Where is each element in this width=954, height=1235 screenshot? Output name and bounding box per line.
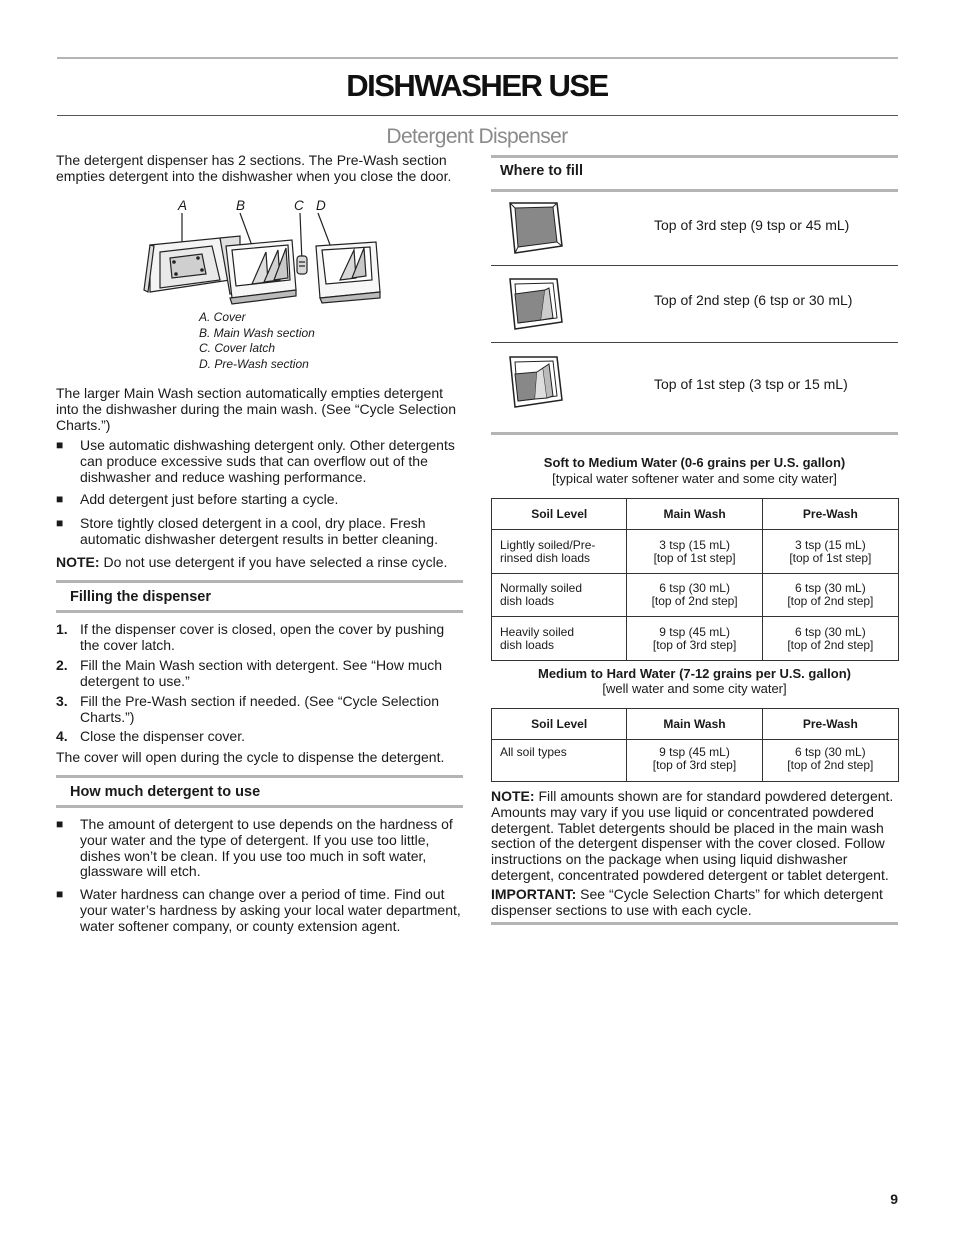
- right-note-paragraph: NOTE: Fill amounts shown are for standard powdered detergent. Amounts may vary if you use liquid or concentrated powdered detergent. Tablet detergents should be placed in the main wash section of the detergent dispenser with the cover closed. Follow instructions on the package when using liquid dishwasher detergent, concentrated powdered detergent or tablet detergent.: [491, 788, 894, 883]
- list-item: ■ Store tightly closed detergent in a cool, dry place. Fresh automatic dishwasher detergent results in better cleaning.: [56, 515, 438, 547]
- fill-level-1-icon: [505, 352, 567, 412]
- section-title: Detergent Dispenser: [386, 125, 568, 148]
- table-header-row: Soil Level Main Wash Pre-Wash: [492, 499, 899, 530]
- filling-after: The cover will open during the cycle to dispense the detergent.: [56, 749, 445, 765]
- main-wash-paragraph: The larger Main Wash section automatically empties detergent into the dishwasher during the main wash. (See “Cycle Selection Charts.”): [56, 385, 456, 433]
- subsection-rule: [56, 610, 463, 613]
- page-title: DISHWASHER USE: [346, 68, 608, 103]
- soft-water-subtitle: [typical water softener water and some city water]: [552, 471, 837, 486]
- subsection-rule: [491, 922, 898, 925]
- fill-level-3-icon: [505, 198, 567, 258]
- fill-level-2-label: Top of 2nd step (6 tsp or 30 mL): [654, 292, 853, 308]
- subsection-rule: [491, 189, 898, 192]
- figure-captions: [199, 310, 399, 372]
- note-paragraph: NOTE: Do not use detergent if you have selected a rinse cycle.: [56, 554, 448, 570]
- list-item: ■ Add detergent just before starting a cycle.: [56, 491, 339, 507]
- callout-b: B: [236, 198, 246, 213]
- list-item: ■ The amount of detergent to use depends on the hardness of your water and the type of detergent. If you use too little, dishes won’t be clean. If you use too much in soft water, glassware will etch.: [56, 816, 453, 880]
- table-row: All soil types 9 tsp (45 mL) [top of 3rd step] 6 tsp (30 mL) [top of 2nd step]: [492, 740, 899, 782]
- filling-heading: Filling the dispenser: [70, 589, 211, 605]
- soft-water-title: Soft to Medium Water (0-6 grains per U.S. gallon): [543, 455, 846, 470]
- fill-level-2-icon: [505, 274, 567, 334]
- subsection-rule: [56, 805, 463, 808]
- list-item: 2. Fill the Main Wash section with detergent. See “How much detergent to use.”: [56, 657, 443, 689]
- bullet-square-icon: ■: [56, 516, 64, 530]
- subsection-rule: [56, 775, 463, 778]
- list-item: ■ Water hardness can change over a period of time. Find out your water’s hardness by asking your local water department, water softener company, or county extension agent.: [56, 886, 461, 934]
- subsection-rule: [491, 155, 898, 158]
- caption-c: C. Cover latch: [199, 341, 276, 355]
- callout-a: A: [178, 198, 188, 213]
- row-divider: [491, 342, 898, 343]
- top-rule: [57, 57, 898, 59]
- how-much-heading: How much detergent to use: [70, 784, 261, 800]
- table-row: Lightly soiled/Pre- rinsed dish loads 3 tsp (15 mL) [top of 1st step] 3 tsp (15 mL) [top of 1st step]: [492, 530, 899, 574]
- list-item: 1. If the dispenser cover is closed, open the cover by pushing the cover latch.: [56, 621, 445, 653]
- title-rule: [57, 115, 898, 116]
- intro-paragraph: The detergent dispenser has 2 sections. The Pre-Wash section empties detergent into the dishwasher when you close the door.: [56, 152, 452, 184]
- caption-b: B. Main Wash section: [199, 325, 315, 340]
- soft-water-table: [491, 498, 899, 661]
- hard-water-title: Medium to Hard Water (7-12 grains per U.S. gallon): [537, 666, 851, 681]
- bullet-square-icon: ■: [56, 492, 64, 506]
- fill-level-3-label: Top of 3rd step (9 tsp or 45 mL): [654, 217, 850, 233]
- row-divider: [491, 265, 898, 266]
- hard-water-table: [491, 708, 899, 782]
- dispenser-illustration: [140, 210, 385, 305]
- hard-water-subtitle: [well water and some city water]: [602, 681, 787, 696]
- page-number: 9: [890, 1191, 898, 1207]
- where-heading: Where to fill: [500, 163, 583, 179]
- table-row: Heavily soiled dish loads 9 tsp (45 mL) [top of 3rd step] 6 tsp (30 mL) [top of 2nd step]: [492, 617, 899, 661]
- table-row: Normally soiled dish loads 6 tsp (30 mL) [top of 2nd step] 6 tsp (30 mL) [top of 2nd step]: [492, 574, 899, 617]
- bullet-square-icon: ■: [56, 817, 64, 831]
- list-item: ■ Use automatic dishwashing detergent only. Other detergents can produce excessive suds that can overflow out of the dishwasher and reduce washing performance.: [56, 437, 455, 485]
- fill-level-1-label: Top of 1st step (3 tsp or 15 mL): [654, 376, 848, 392]
- caption-d: D. Pre-Wash section: [199, 356, 309, 371]
- important-paragraph: IMPORTANT: See “Cycle Selection Charts” for which detergent dispenser sections to use with each cycle.: [491, 886, 883, 918]
- bullet-square-icon: ■: [56, 887, 64, 901]
- list-item: 4. Close the dispenser cover.: [56, 728, 245, 744]
- table-header-row: Soil Level Main Wash Pre-Wash: [492, 709, 899, 740]
- callout-c: C: [294, 198, 304, 213]
- subsection-rule: [56, 580, 463, 583]
- bullet-square-icon: ■: [56, 438, 64, 452]
- subsection-rule: [491, 432, 898, 435]
- caption-a: A. Cover: [199, 310, 246, 324]
- callout-d: D: [316, 198, 326, 213]
- list-item: 3. Fill the Pre-Wash section if needed. (See “Cycle Selection Charts.”): [56, 693, 439, 725]
